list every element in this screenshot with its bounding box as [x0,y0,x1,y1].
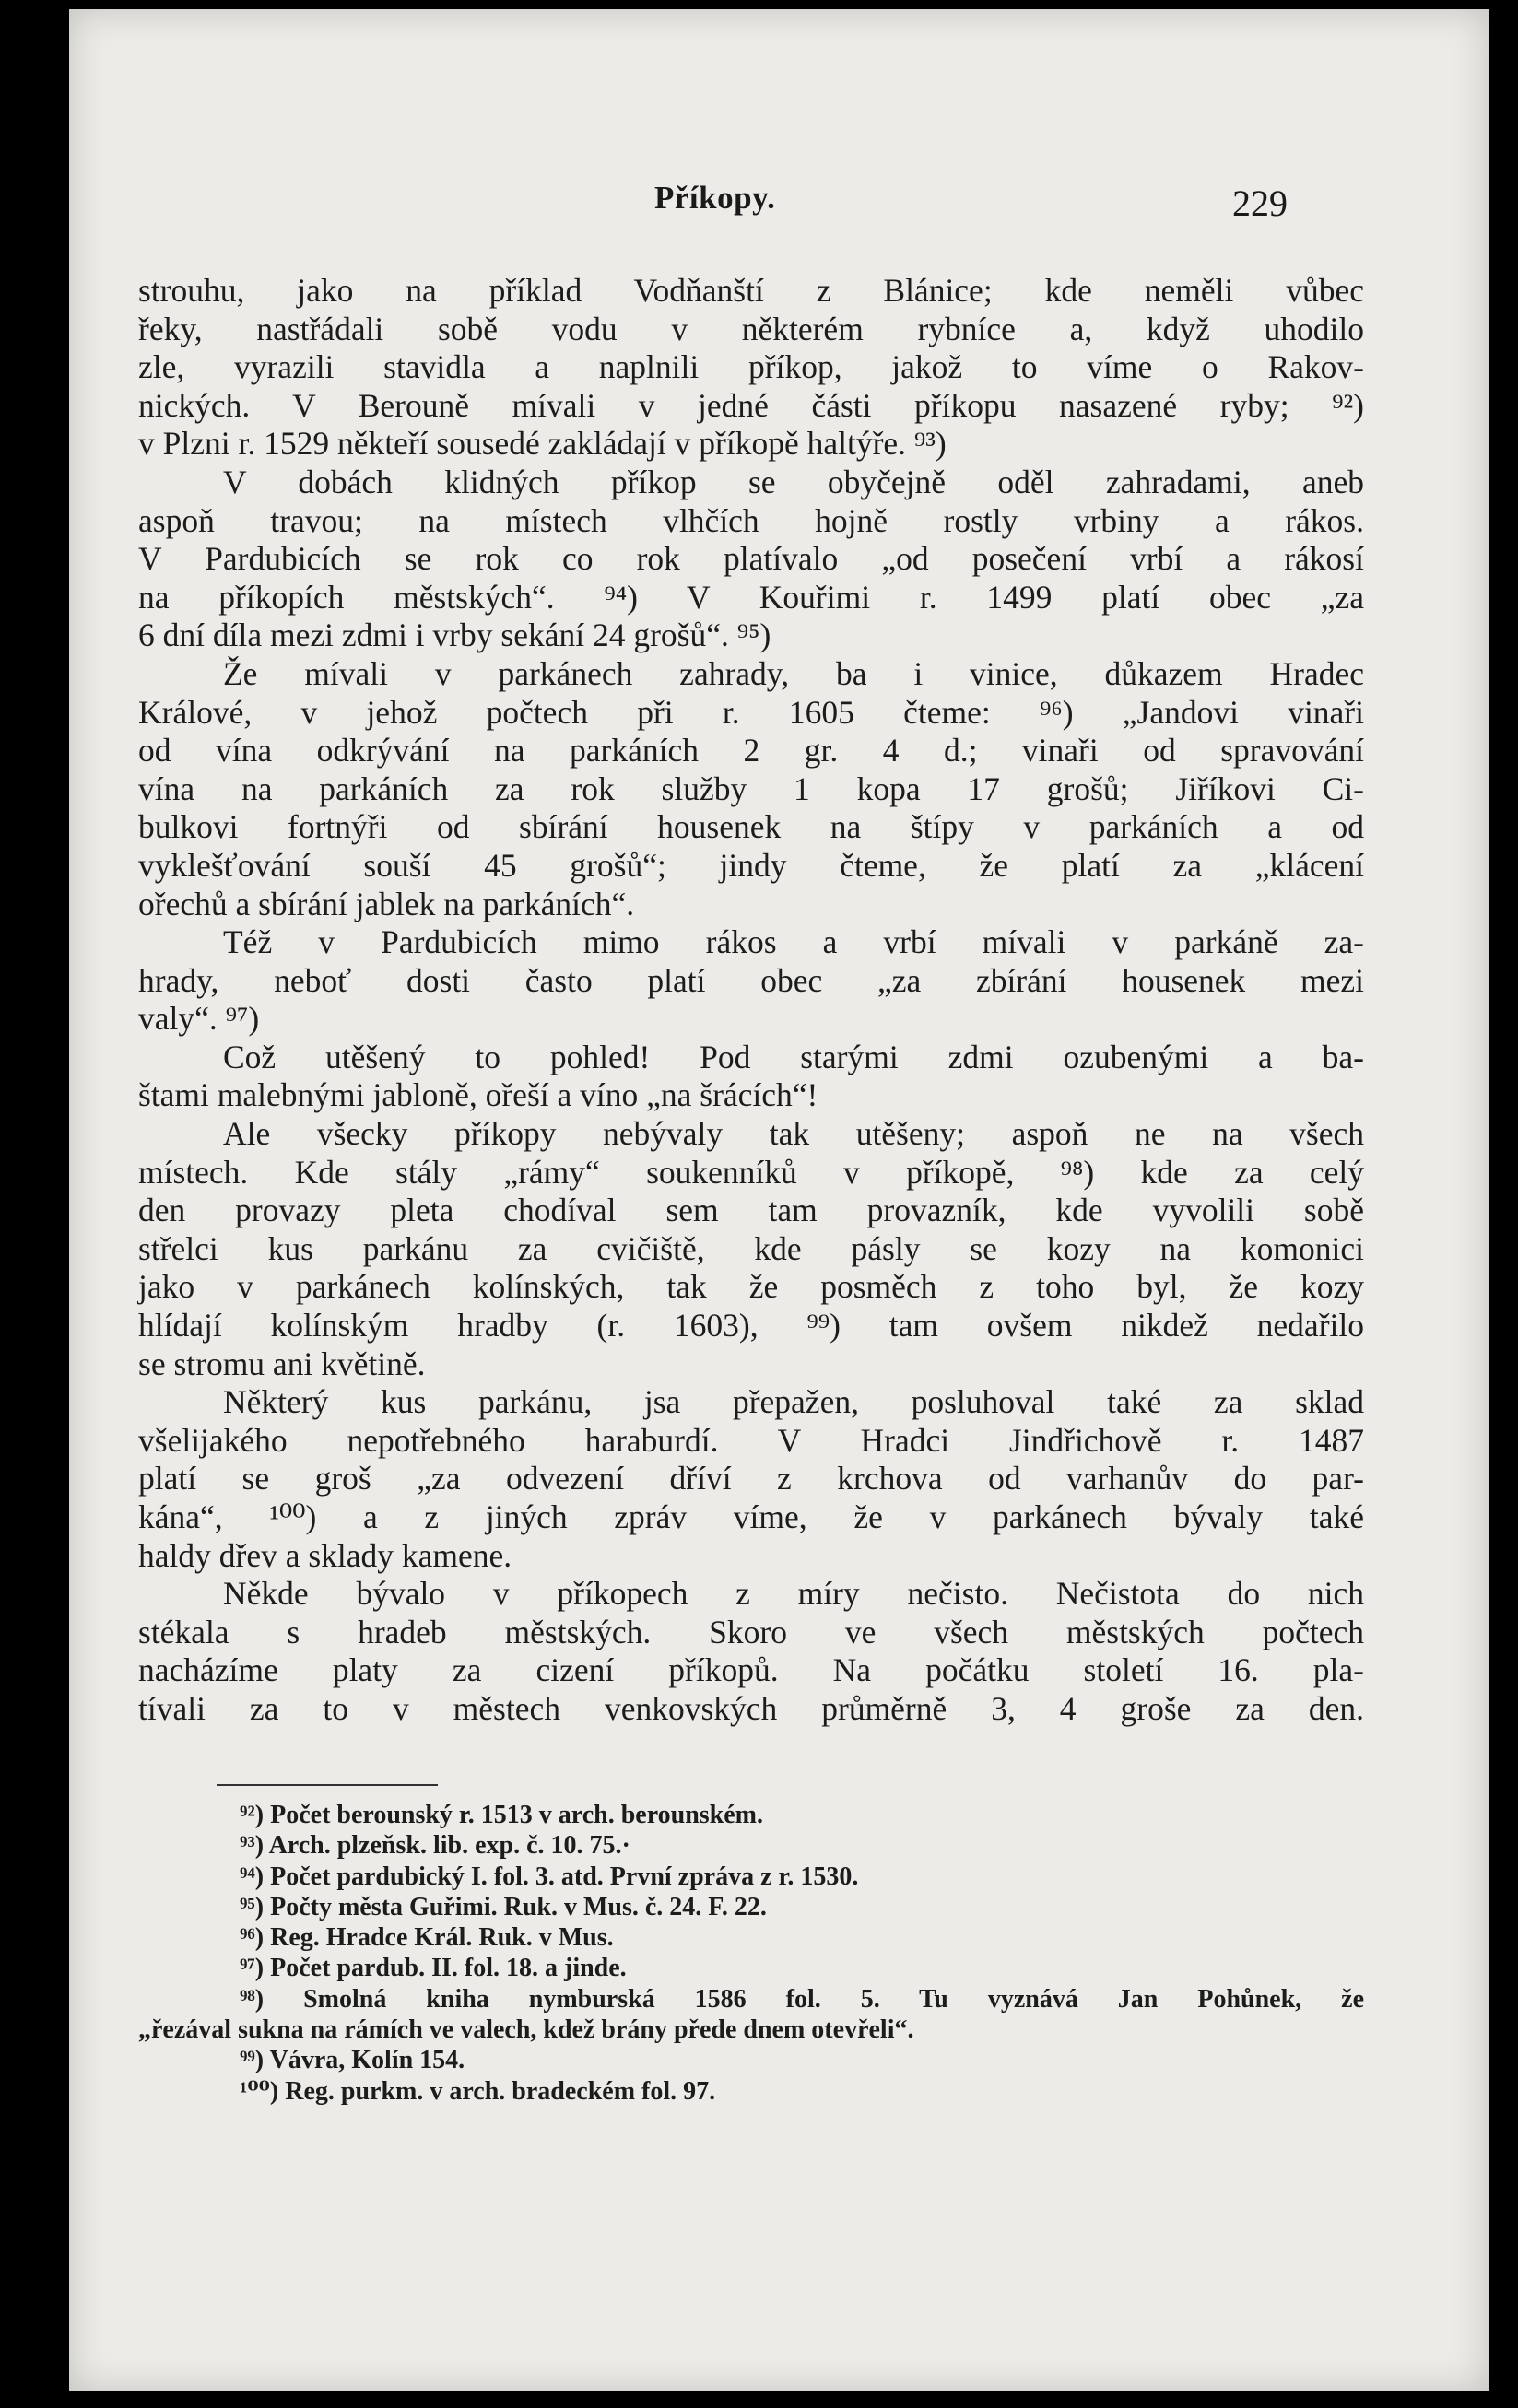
body-text [138,272,1364,1729]
text-line: Též v Pardubicích mimo rákos a vrbí mívali v parkáně za- [223,923,1364,961]
text-line: vína na parkáních za rok služby 1 kopa 17 grošů; Jiříkovi Ci- [138,769,1364,807]
text-line: hrady, neboť dosti často platí obec „za zbírání housenek mezi [138,961,1364,999]
footnote-line: ⁹⁷) Počet pardub. II. fol. 18. a jinde. [240,1954,627,1983]
footnote-line: ⁹³) Arch. plzeňsk. lib. exp. č. 10. 75.· [240,1831,630,1861]
text-line: V Pardubicích se rok co rok platívalo „od posečení vrbí a rákosí [138,540,1364,578]
text-line: strouhu, jako na příklad Vodňanští z Blánice; kde neměli vůbec [138,272,1364,309]
text-line: štami malebnými jabloně, ořeší a víno „na šrácích“! [138,1076,818,1114]
text-line: stékala s hradeb městských. Skoro ve všech městských počtech [138,1613,1364,1650]
text-line: bulkovi fortnýři od sbírání housenek na štípy v parkáních a od [138,808,1364,846]
footnote-line: „řezával sukna na rámích ve valech, kdež brány přede dnem otevřeli“. [138,2015,914,2045]
text-line: střelci kus parkánu za cvičiště, kde pásly se kozy na komonici [138,1229,1364,1267]
text-line: na příkopích městských“. ⁹⁴) V Kouřimi r. 1499 platí obec „za [138,578,1364,616]
text-line: Někde bývalo v příkopech z míry nečisto. Nečistota do nich [223,1575,1364,1613]
text-line: ořechů a sbírání jablek na parkáních“. [138,885,635,922]
footnote-divider [217,1784,438,1786]
text-line: V dobách klidných příkop se obyčejně oděl zahradami, aneb [223,463,1364,500]
footnote-line: ¹⁰⁰) Reg. purkm. v arch. bradeckém fol. 97. [240,2076,716,2106]
text-line: Některý kus parkánu, jsa přepažen, posluhoval také za sklad [223,1383,1364,1421]
footnote-line: ⁹⁸) Smolná kniha nymburská 1586 fol. 5. Tu vyznává Jan Pohůnek, že [240,1984,1364,2014]
text-line: Že mívali v parkánech zahrady, ba i vinice, důkazem Hradec [223,654,1364,692]
text-line: platí se groš „za odvezení dříví z krchova od varhanův do par- [138,1460,1364,1498]
footnote-line: ⁹⁴) Počet pardubický I. fol. 3. atd. První zpráva z r. 1530. [240,1862,859,1891]
footnotes [138,1800,1364,2107]
footnote-line: ⁹⁶) Reg. Hradce Král. Ruk. v Mus. [240,1923,614,1953]
page-header [69,180,1489,235]
text-line: se stromu ani květině. [138,1345,426,1382]
text-line: v Plzni r. 1529 někteří sousedé zakládají v příkopě haltýře. ⁹³) [138,425,947,463]
text-line: jako v parkánech kolínských, tak že posměch z toho byl, že kozy [138,1268,1364,1306]
text-line: Ale všecky příkopy nebývaly tak utěšeny; aspoň ne na všech [223,1115,1364,1153]
text-line: nických. V Berouně mívali v jedné části příkopu nasazené ryby; ⁹²) [138,386,1364,424]
text-line: aspoň travou; na místech vlhčích hojně rostly vrbiny a rákos. [138,501,1364,539]
text-line: vyklešťování souší 45 grošů“; jindy čteme, že platí za „klácení [138,846,1364,884]
text-line: místech. Kde stály „rámy“ soukenníků v příkopě, ⁹⁸) kde za celý [138,1153,1364,1191]
book-page [69,9,1489,2391]
text-line: všelijakého nepotřebného haraburdí. V Hradci Jindřichově r. 1487 [138,1421,1364,1459]
footnote-line: ⁹²) Počet berounský r. 1513 v arch. berounském. [240,1801,763,1829]
text-line: 6 dní díla mezi zdmi i vrby sekání 24 grošů“. ⁹⁵) [138,617,771,654]
text-line: haldy dřev a sklady kamene. [138,1536,512,1574]
footnote-line: ⁹⁵) Počty města Guřimi. Ruk. v Mus. č. 24. F. 22. [240,1892,767,1921]
footnote-line: ⁹⁹) Vávra, Kolín 154. [240,2046,465,2075]
text-line: tívali za to v městech venkovských průměrně 3, 4 groše za den. [138,1689,1364,1727]
running-head: Příkopy. [654,180,776,216]
text-line: hlídají kolínským hradby (r. 1603), ⁹⁹) tam ovšem nikdež nedařilo [138,1307,1364,1345]
text-line: řeky, nastřádali sobě vodu v některém rybníce a, když uhodilo [138,310,1364,347]
text-line: kána“, ¹⁰⁰) a z jiných zpráv víme, že v parkánech bývaly také [138,1498,1364,1535]
text-line: valy“. ⁹⁷) [138,1000,260,1038]
text-line: od vína odkrývání na parkáních 2 gr. 4 d.; vinaři od spravování [138,732,1364,769]
page-number: 229 [1232,182,1288,224]
text-line: Králové, v jehož počtech při r. 1605 čteme: ⁹⁶) „Jandovi vinaři [138,693,1364,731]
text-line: Což utěšený to pohled! Pod starými zdmi ozubenými a ba- [223,1038,1364,1075]
text-line: den provazy pleta chodíval sem tam provazník, kde vyvolili sobě [138,1192,1364,1229]
text-line: zle, vyrazili stavidla a naplnili příkop, jakož to víme o Rakov- [138,348,1364,386]
text-line: nacházíme platy za cizení příkopů. Na počátku století 16. pla- [138,1651,1364,1689]
